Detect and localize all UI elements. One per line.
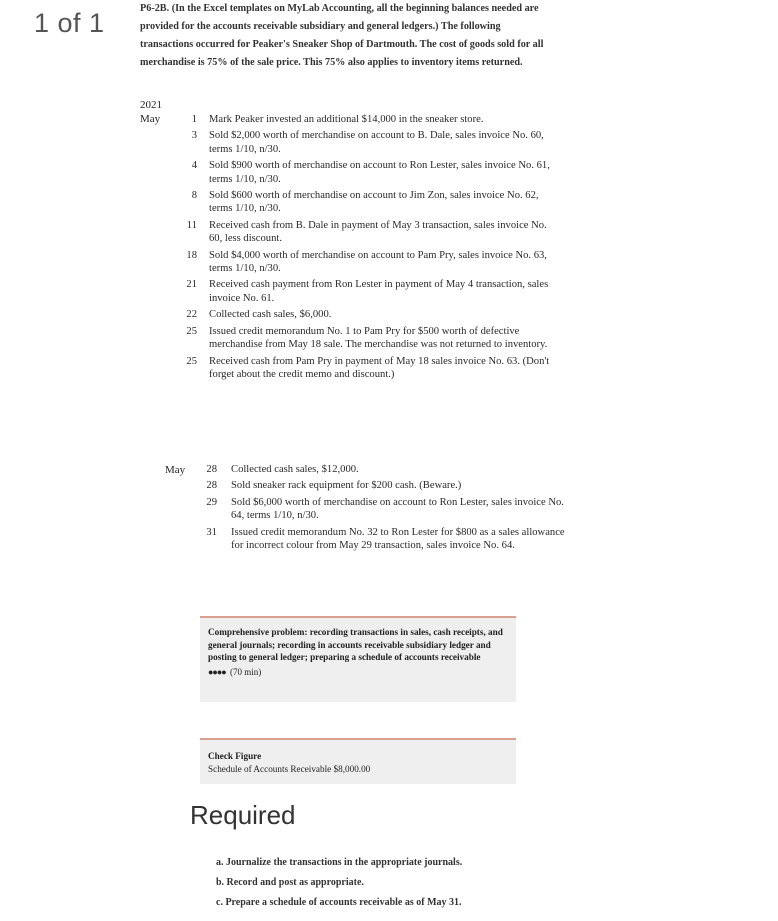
list-item — [177, 159, 557, 186]
transaction-day: 18 — [186, 249, 197, 261]
month-label-2: May — [165, 464, 186, 476]
transaction-text: Mark Peaker invested an additional $14,000 in the sneaker store. — [209, 114, 484, 125]
list-item — [177, 189, 557, 216]
required-item: b. Record and post as appropriate. — [216, 877, 364, 888]
list-item — [195, 463, 565, 476]
transaction-day: 11 — [186, 219, 197, 231]
list-item — [195, 526, 565, 553]
transaction-text: Received cash from B. Dale in payment of May 3 transaction, sales invoice No. 60, less discount. — [209, 219, 547, 245]
difficulty-dots-icon: ●●●● — [208, 666, 226, 677]
transaction-text: Received cash from Pam Pry in payment of May 18 sales invoice No. 63. (Don't forget about the credit memo and discount.) — [209, 355, 550, 380]
transaction-day: 3 — [191, 130, 197, 142]
transaction-text: Sold $900 worth of merchandise on account to Ron Lester, sales invoice No. 61, terms 1/10, n/30. — [209, 160, 550, 185]
list-item — [177, 355, 557, 382]
problem-intro: P6-2B. (In the Excel templates on MyLab Accounting, all the beginning balances needed are provided for the accounts receivable subsidiary and general ledgers.) The following transactions occurred for Peaker's Sneaker Shop of Dartmouth. The cost of goods sold for all merchandise is 75% of the sale price. This 75% also applies to inventory items returned. — [140, 3, 544, 68]
list-item — [177, 278, 557, 305]
transaction-day: 21 — [186, 279, 197, 291]
list-item — [177, 325, 557, 352]
comprehensive-problem-title: Comprehensive problem: recording transactions in sales, cash receipts, and general journals; recording in accounts receivable subsidiary ledger and posting to general ledger; preparing a schedule of accounts receivable — [208, 627, 503, 663]
transaction-day: 29 — [206, 496, 217, 508]
transaction-day: 8 — [191, 190, 197, 202]
list-item — [195, 496, 565, 523]
transaction-day: 28 — [206, 464, 217, 475]
transaction-day: 22 — [186, 309, 197, 321]
list-item — [195, 479, 565, 492]
required-item: c. Prepare a schedule of accounts receivable as of May 31. — [216, 897, 462, 908]
transaction-day: 28 — [206, 480, 217, 492]
transaction-text: Issued credit memorandum No. 1 to Pam Pry for $500 worth of defective merchandise from May 18 sale. The merchandise was not returned to inventory. — [209, 325, 548, 351]
transaction-text: Collected cash sales, $12,000. — [231, 464, 359, 475]
time-estimate: (70 min) — [230, 666, 262, 677]
year-label: 2021 — [140, 99, 162, 111]
list-item — [177, 113, 557, 126]
list-item — [177, 249, 557, 276]
transaction-text: Sold $600 worth of merchandise on account to Jim Zon, sales invoice No. 62, terms 1/10, n/30. — [209, 190, 539, 215]
transaction-day: 1 — [191, 114, 197, 125]
transaction-day: 4 — [191, 160, 197, 172]
transaction-day: 31 — [206, 526, 217, 538]
transaction-day: 25 — [186, 355, 197, 367]
transaction-list-2 — [195, 463, 565, 555]
transaction-text: Received cash payment from Ron Lester in payment of May 4 transaction, sales invoice No. 61. — [209, 279, 549, 304]
transaction-text: Sold sneaker rack equipment for $200 cash. (Beware.) — [231, 480, 462, 492]
transaction-text: Issued credit memorandum No. 32 to Ron Lester for $800 as a sales allowance for incorrect colour from May 29 transaction, sales invoice No. 64. — [231, 526, 565, 552]
page-counter: 1 of 1 — [34, 8, 105, 38]
month-label: May — [140, 113, 161, 125]
transaction-list-1 — [177, 113, 557, 384]
transaction-day: 25 — [186, 325, 197, 337]
required-list — [216, 853, 576, 913]
check-figure-text: Schedule of Accounts Receivable $8,000.00 — [208, 763, 371, 774]
transaction-text: Collected cash sales, $6,000. — [209, 309, 332, 321]
check-figure-label: Check Figure — [208, 751, 262, 761]
difficulty-rating — [208, 666, 508, 679]
comprehensive-problem-box — [200, 616, 516, 702]
transaction-text: Sold $2,000 worth of merchandise on account to B. Dale, sales invoice No. 60, terms 1/10, n/30. — [209, 130, 544, 155]
required-item: a. Journalize the transactions in the appropriate journals. — [216, 857, 463, 868]
list-item — [177, 308, 557, 321]
transaction-text: Sold $6,000 worth of merchandise on account to Ron Lester, sales invoice No. 64, terms 1/10, n/30. — [231, 496, 564, 522]
list-item — [177, 219, 557, 246]
list-item — [177, 129, 557, 156]
transaction-text: Sold $4,000 worth of merchandise on account to Pam Pry, sales invoice No. 63, terms 1/10, n/30. — [209, 249, 547, 275]
required-heading: Required — [190, 800, 296, 830]
check-figure-box — [200, 738, 516, 784]
